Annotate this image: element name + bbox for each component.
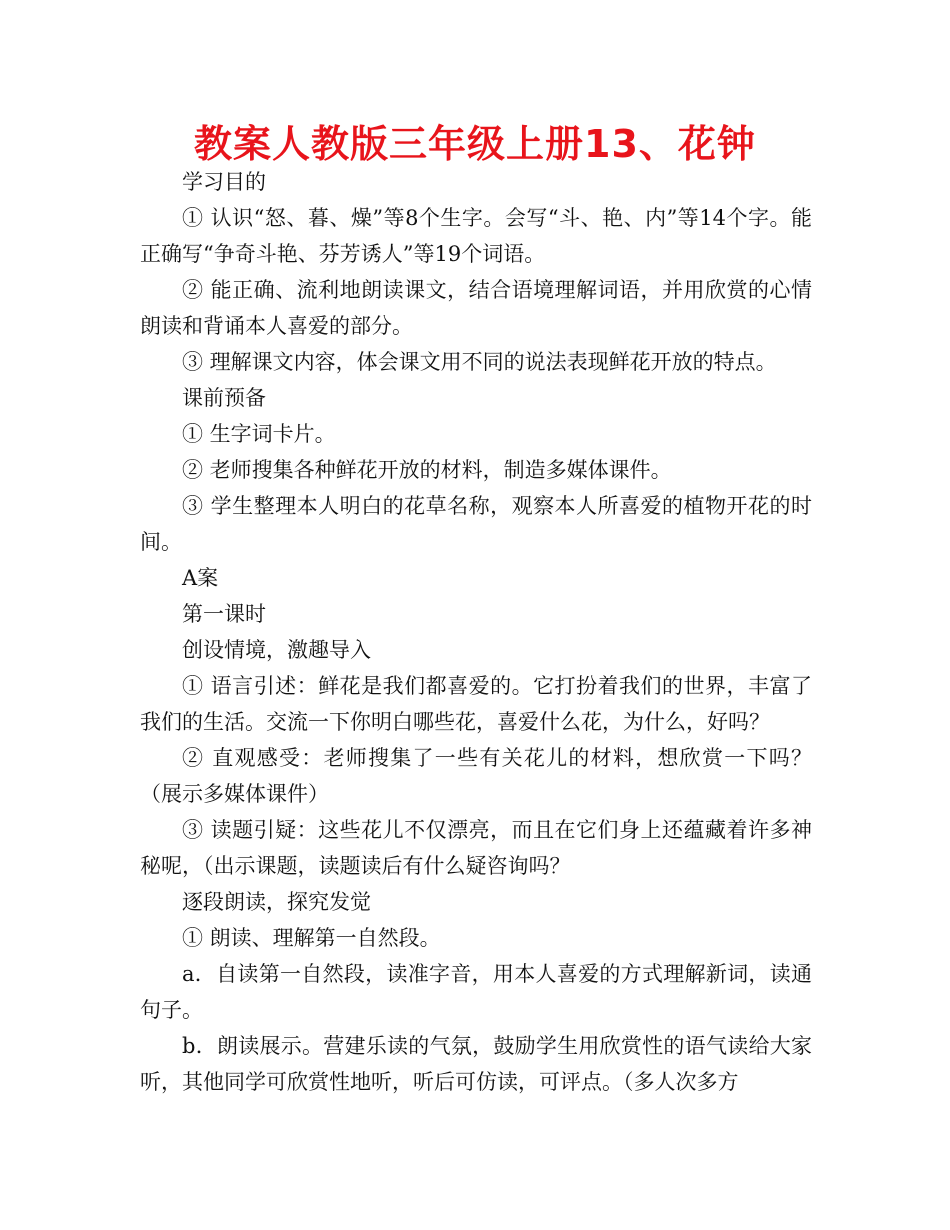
paragraph: ① 生字词卡片。 <box>182 422 336 446</box>
document-title: 教案人教版三年级上册13、花钟 <box>194 122 756 166</box>
paragraph: ① 语言引述：鲜花是我们都喜爱的。它打扮着我们的世界，丰富了我们的生活。交流一下你明白哪些花，喜爱什么花，为什么，好吗？ <box>140 674 812 734</box>
paragraph: ① 认识“怒、暮、燥”等8个生字。会写“斗、艳、内”等14个字。能正确写“争奇斗艳、芬芳诱人”等19个词语。 <box>140 206 812 266</box>
paragraph: ② 老师搜集各种鲜花开放的材料，制造多媒体课件。 <box>182 458 672 482</box>
paragraph: 学习目的 <box>182 170 266 194</box>
paragraph: 创设情境，激趣导入 <box>182 638 371 662</box>
paragraph: a．自读第一自然段，读准字音，用本人喜爱的方式理解新词，读通句子。 <box>140 962 812 1022</box>
paragraph: ③ 读题引疑：这些花儿不仅漂亮，而且在它们身上还蕴藏着许多神秘呢，（出示课题，读题读后有什么疑咨询吗？ <box>140 818 812 878</box>
paragraph: 课前预备 <box>182 386 266 410</box>
paragraph: 第一课时 <box>182 602 266 626</box>
paragraph: A案 <box>182 566 219 590</box>
paragraph: 逐段朗读，探究发觉 <box>182 890 371 914</box>
paragraph: ① 朗读、理解第一自然段。 <box>182 926 441 950</box>
document-body <box>140 164 812 1100</box>
paragraph: ③ 学生整理本人明白的花草名称，观察本人所喜爱的植物开花的时间。 <box>140 494 812 554</box>
paragraph: ② 直观感受：老师搜集了一些有关花儿的材料，想欣赏一下吗？（展示多媒体课件） <box>140 746 812 806</box>
paragraph: b．朗读展示。营建乐读的气氛，鼓励学生用欣赏性的语气读给大家听，其他同学可欣赏性地听，听后可仿读，可评点。（多人次多方 <box>140 1034 812 1094</box>
paragraph: ② 能正确、流利地朗读课文，结合语境理解词语，并用欣赏的心情朗读和背诵本人喜爱的部分。 <box>140 278 812 338</box>
paragraph: ③ 理解课文内容，体会课文用不同的说法表现鲜花开放的特点。 <box>182 350 777 374</box>
